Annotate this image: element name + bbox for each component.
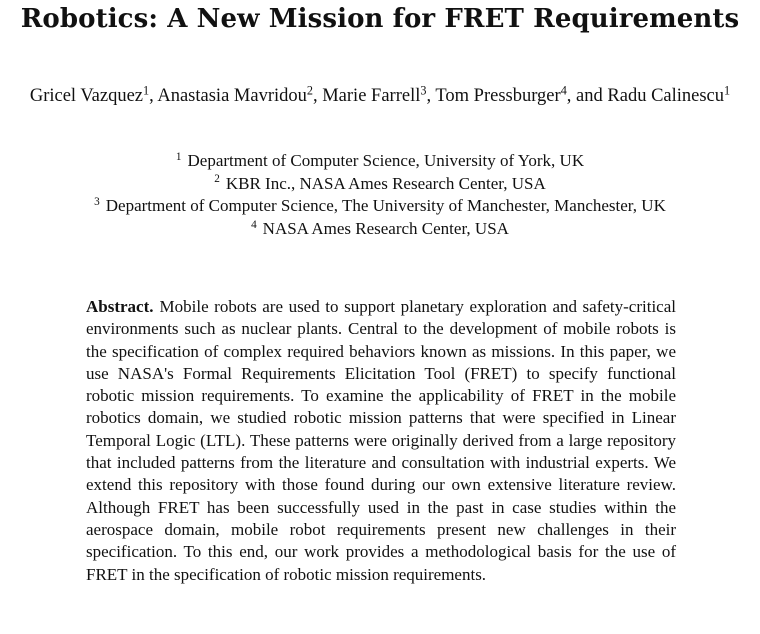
affiliation-number: 4 bbox=[251, 218, 257, 231]
affiliation-list bbox=[0, 150, 760, 240]
author-affiliation-mark: 4 bbox=[560, 83, 567, 98]
author-affiliation-mark: 1 bbox=[143, 83, 150, 98]
affiliation bbox=[0, 150, 760, 173]
author-affiliation-mark: 3 bbox=[420, 83, 427, 98]
author-list bbox=[20, 84, 740, 108]
affiliation-number: 3 bbox=[94, 196, 100, 209]
affiliation-number: 1 bbox=[175, 150, 182, 163]
abstract-text: Mobile robots are used to support planetary exploration and safety-critical environments such as nuclear plants. Central to the development of mobile robots is the specification of complex required behaviors known as missions. In this paper, we use NASA's Formal Requirements Elicitation Tool (FRET) to specify functional robotic mission requirements. To examine the applicability of FRET in the mobile robotics domain, we studied robotic mission patterns that were specified in Linear Temporal Logic (LTL). These patterns were originally derived from a large repository that included patterns from the literature and consultation with industrial experts. We extend this repository with those found during our own extensive literature review. Although FRET has been successfully used in the past in case studies within the aerospace domain, mobile robot requirements present new challenges in their specification. To this end, our work provides a methodological basis for the use of FRET in the specification of robotic mission requirements. bbox=[86, 297, 676, 584]
author bbox=[435, 83, 567, 106]
affiliation-text: Department of Computer Science, The University of Manchester, Manchester, UK bbox=[105, 196, 666, 216]
author-separator: , bbox=[149, 86, 158, 106]
author-affiliation-mark: 2 bbox=[306, 83, 313, 98]
author-name: Marie Farrell bbox=[322, 86, 421, 106]
author bbox=[29, 83, 150, 106]
author bbox=[607, 83, 731, 106]
author-name: Anastasia Mavridou bbox=[157, 86, 307, 106]
author-separator: , and bbox=[566, 86, 608, 106]
author bbox=[322, 83, 427, 106]
paper-title: Robotics: A New Mission for FRET Requirements bbox=[20, 4, 740, 34]
author-separator: , bbox=[312, 86, 323, 106]
affiliation-text: KBR Inc., NASA Ames Research Center, USA bbox=[225, 173, 546, 193]
author-name: Radu Calinescu bbox=[607, 86, 725, 106]
author-name: Tom Pressburger bbox=[435, 86, 561, 106]
author-separator: , bbox=[426, 86, 436, 106]
author bbox=[157, 83, 313, 106]
author-affiliation-mark: 1 bbox=[724, 83, 731, 98]
affiliation bbox=[0, 195, 760, 218]
affiliation bbox=[0, 218, 760, 241]
abstract bbox=[86, 296, 676, 586]
affiliation-text: NASA Ames Research Center, USA bbox=[262, 218, 509, 238]
abstract-label: Abstract. bbox=[86, 297, 154, 316]
affiliation-number: 2 bbox=[214, 173, 220, 186]
author-name: Gricel Vazquez bbox=[29, 86, 144, 106]
affiliation bbox=[0, 173, 760, 196]
affiliation-text: Department of Computer Science, University of York, UK bbox=[187, 151, 585, 170]
